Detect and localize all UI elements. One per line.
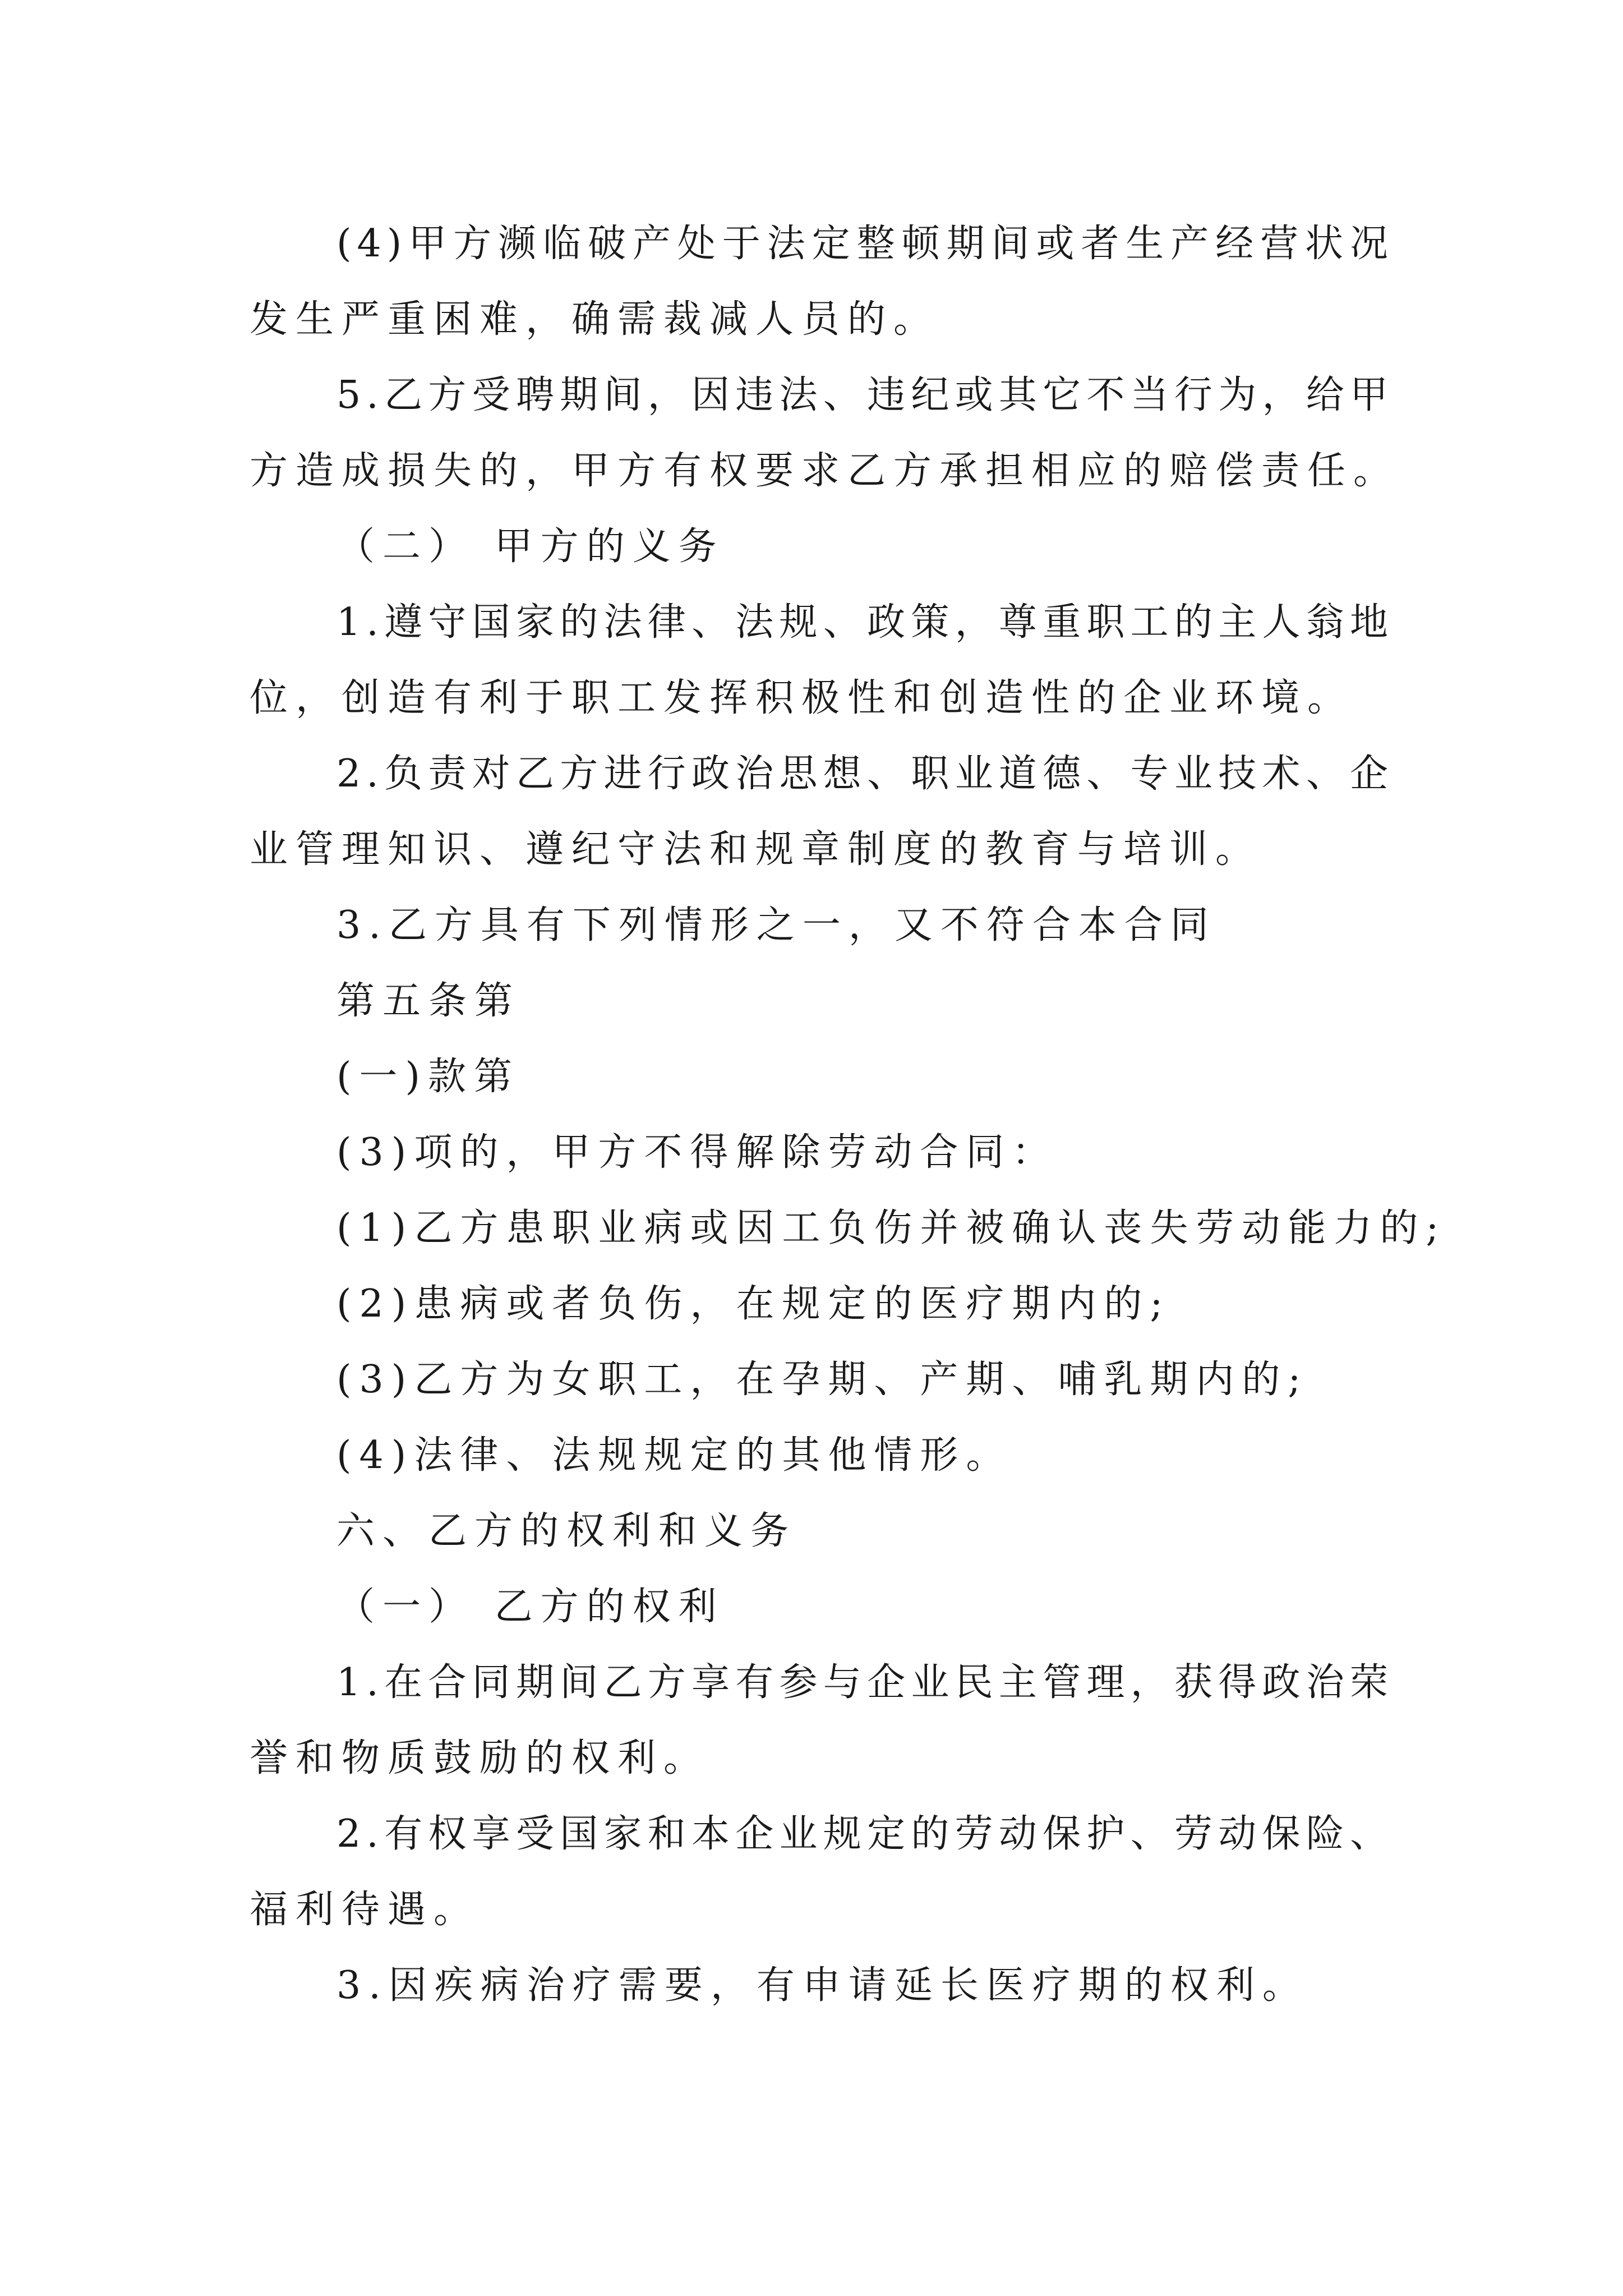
paragraph-line: 1.遵守国家的法律、法规、政策，尊重职工的主人翁地 — [336, 600, 1394, 645]
paragraph-line: (一)款第 — [336, 1055, 520, 1099]
section-heading: （一） 乙方的权利 — [336, 1585, 725, 1629]
paragraph-line: 誉和物质鼓励的权利。 — [250, 1736, 710, 1780]
paragraph-line: 5.乙方受聘期间，因违法、违纪或其它不当行为，给甲 — [336, 373, 1394, 417]
paragraph-line: (3)项的，甲方不得解除劳动合同： — [336, 1130, 1058, 1175]
paragraph-line: 3.乙方具有下列情形之一，又不符合本合同 — [336, 903, 1216, 947]
paragraph-line: 2.负责对乙方进行政治思想、职业道德、专业技术、企 — [336, 752, 1394, 796]
paragraph-line: 第五条第 — [336, 979, 521, 1023]
section-heading: （二） 甲方的义务 — [336, 524, 725, 569]
paragraph-line: 2.有权享受国家和本企业规定的劳动保护、劳动保险、 — [336, 1812, 1394, 1856]
list-item: (2)患病或者负伤，在规定的医疗期内的; — [336, 1282, 1171, 1326]
paragraph-line: 1.在合同期间乙方享有参与企业民主管理，获得政治荣 — [336, 1660, 1394, 1705]
paragraph-line: 位，创造有利于职工发挥积极性和创造性的企业环境。 — [250, 676, 1354, 720]
paragraph-line: (4)甲方濒临破产处于法定整顿期间或者生产经营状况 — [336, 222, 1394, 266]
list-item: (3)乙方为女职工，在孕期、产期、哺乳期内的; — [336, 1358, 1309, 1402]
paragraph-line: 福利待遇。 — [250, 1888, 480, 1932]
list-item: (1)乙方患职业病或因工负伤并被确认丧失劳动能力的; — [336, 1206, 1447, 1250]
paragraph-line: 业管理知识、遵纪守法和规章制度的教育与培训。 — [250, 827, 1262, 872]
list-item: (4)法律、法规规定的其他情形。 — [336, 1433, 1012, 1478]
paragraph-line: 方造成损失的，甲方有权要求乙方承担相应的赔偿责任。 — [250, 449, 1400, 493]
paragraph-line: 3.因疾病治疗需要，有申请延长医疗期的权利。 — [336, 1963, 1308, 2008]
section-heading: 六、乙方的权利和义务 — [336, 1509, 797, 1553]
paragraph-line: 发生严重困难，确需裁减人员的。 — [250, 297, 940, 342]
